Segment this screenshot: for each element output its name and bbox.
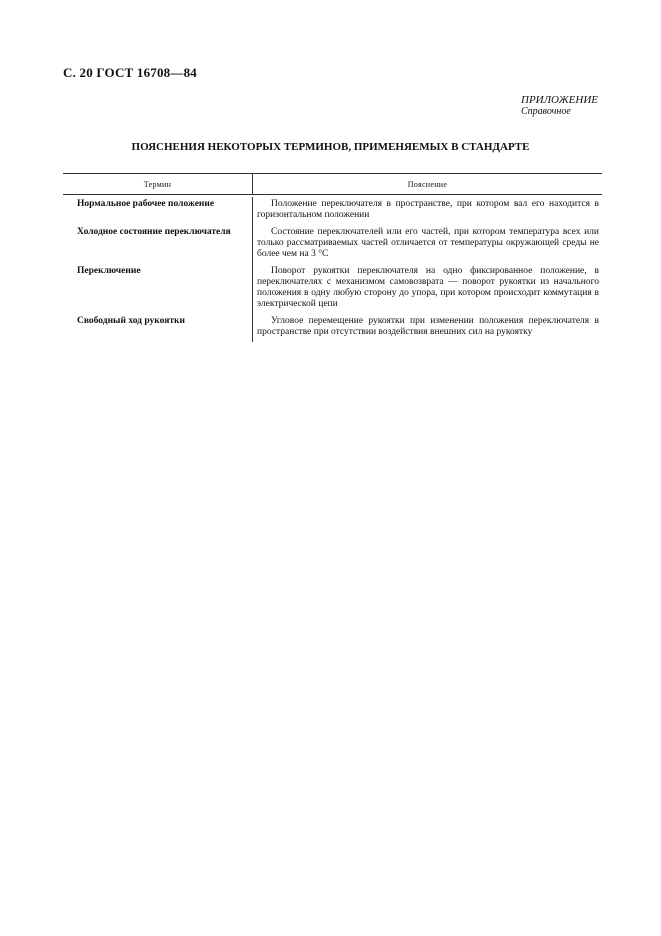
appendix-title: ПРИЛОЖЕНИЕ [521,94,598,106]
header-term: Термин [143,179,172,189]
explanation-cell: Поворот рукоятки переключателя на одно фиксированное положение, в переключателях с механизмом самовозврата — поворот рукоятки из начального положения в одну любую сторону до упора, при котором происходит коммутация в электрической цепи [252,264,602,314]
term-cell: Нормальное рабочее положение [77,199,215,209]
appendix-type: Справочное [521,106,571,117]
header-explanation: Пояснение [252,174,602,194]
explanation-cell: Положение переключателя в пространстве, при котором вал его находится в горизонтальном положении [252,197,602,225]
explanation-cell: Состояние переключателей или его частей, при котором температура всех или только рассматриваемых частей отличается от температуры окружающей среды не более чем на 3 °С [252,225,602,264]
term-cell: Свободный ход рукоятки [77,316,185,326]
document-title: ПОЯСНЕНИЯ НЕКОТОРЫХ ТЕРМИНОВ, ПРИМЕНЯЕМЫХ В СТАНДАРТЕ [131,141,530,153]
terms-table [63,173,602,342]
table-row [63,314,602,342]
table-row [63,225,602,264]
explanation-cell: Угловое перемещение рукоятки при изменении положения переключателя в пространстве при отсутствии воздействия внешних сил на рукоятку [252,314,602,342]
table-row [63,264,602,314]
term-cell: Холодное состояние переключателя [77,227,231,237]
page-header: С. 20 ГОСТ 16708—84 [63,65,197,80]
term-cell: Переключение [77,266,141,276]
table-row [63,197,602,225]
table-header [63,173,602,195]
appendix-label [521,94,598,118]
